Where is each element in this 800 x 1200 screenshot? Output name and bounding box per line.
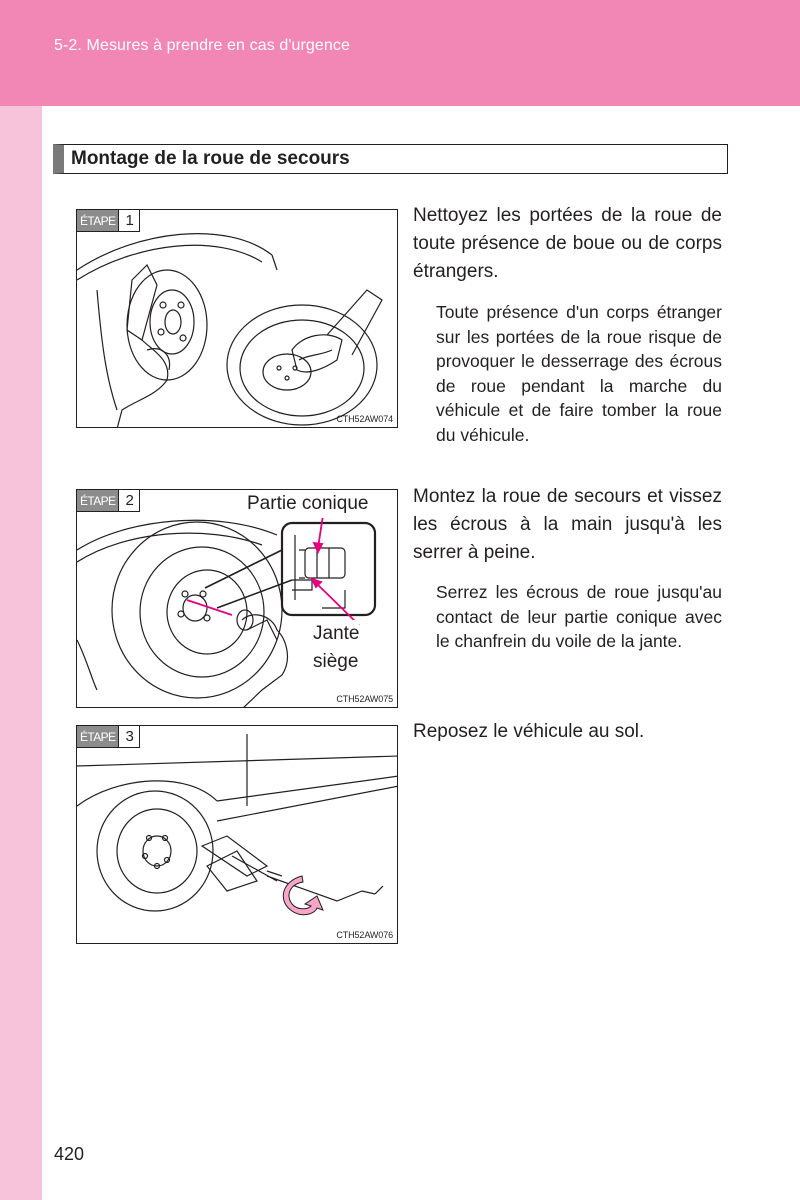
figure-step-3: [76, 725, 398, 944]
callout-tapered-portion: Partie conique: [247, 490, 368, 518]
wheel-hub-cleaning-illustration: [77, 210, 398, 428]
step-2-note: Serrez les écrous de roue jusqu'au contact de leur partie conique avec le chanfrein du voile de la jante.: [436, 582, 722, 651]
page-number: 420: [54, 1144, 85, 1164]
step-badge-number: 3: [118, 726, 138, 747]
step-badge: [77, 490, 140, 512]
callout-wheel-seat-line2: siège: [313, 648, 358, 676]
step-1-note: Toute présence d'un corps étranger sur les portées de la roue risque de provoquer le desserrage des écrous de roue pendant la marche du véhicule et de faire tomber la roue du véhicule.: [436, 302, 722, 445]
step-badge: [77, 726, 140, 748]
figure-code: CTH52AW075: [336, 694, 393, 704]
step-3-instruction: Reposez le véhicule au sol.: [413, 721, 645, 742]
lowering-vehicle-illustration: [77, 726, 398, 944]
step-badge-label: ÉTAPE: [77, 210, 118, 231]
figure-step-2: [76, 489, 398, 708]
step-badge: [77, 210, 140, 232]
page-header: [0, 0, 800, 106]
step-2-instruction: Montez la roue de secours et vissez les écrous à la main jusqu'à les serrer à peine.: [413, 486, 722, 563]
step-1-instruction: Nettoyez les portées de la roue de toute présence de boue ou de corps étrangers.: [413, 205, 722, 282]
step-badge-number: 2: [118, 490, 138, 511]
figure-step-1: [76, 209, 398, 428]
step-badge-label: ÉTAPE: [77, 726, 118, 747]
side-color-band: [0, 0, 42, 1200]
section-title: Montage de la roue de secours: [53, 144, 728, 174]
step-badge-number: 1: [118, 210, 138, 231]
figure-code: CTH52AW076: [336, 930, 393, 940]
callout-wheel-seat-line1: Jante: [313, 620, 359, 648]
step-badge-label: ÉTAPE: [77, 490, 118, 511]
section-path: 5-2. Mesures à prendre en cas d'urgence: [54, 37, 351, 54]
figure-code: CTH52AW074: [336, 414, 393, 424]
